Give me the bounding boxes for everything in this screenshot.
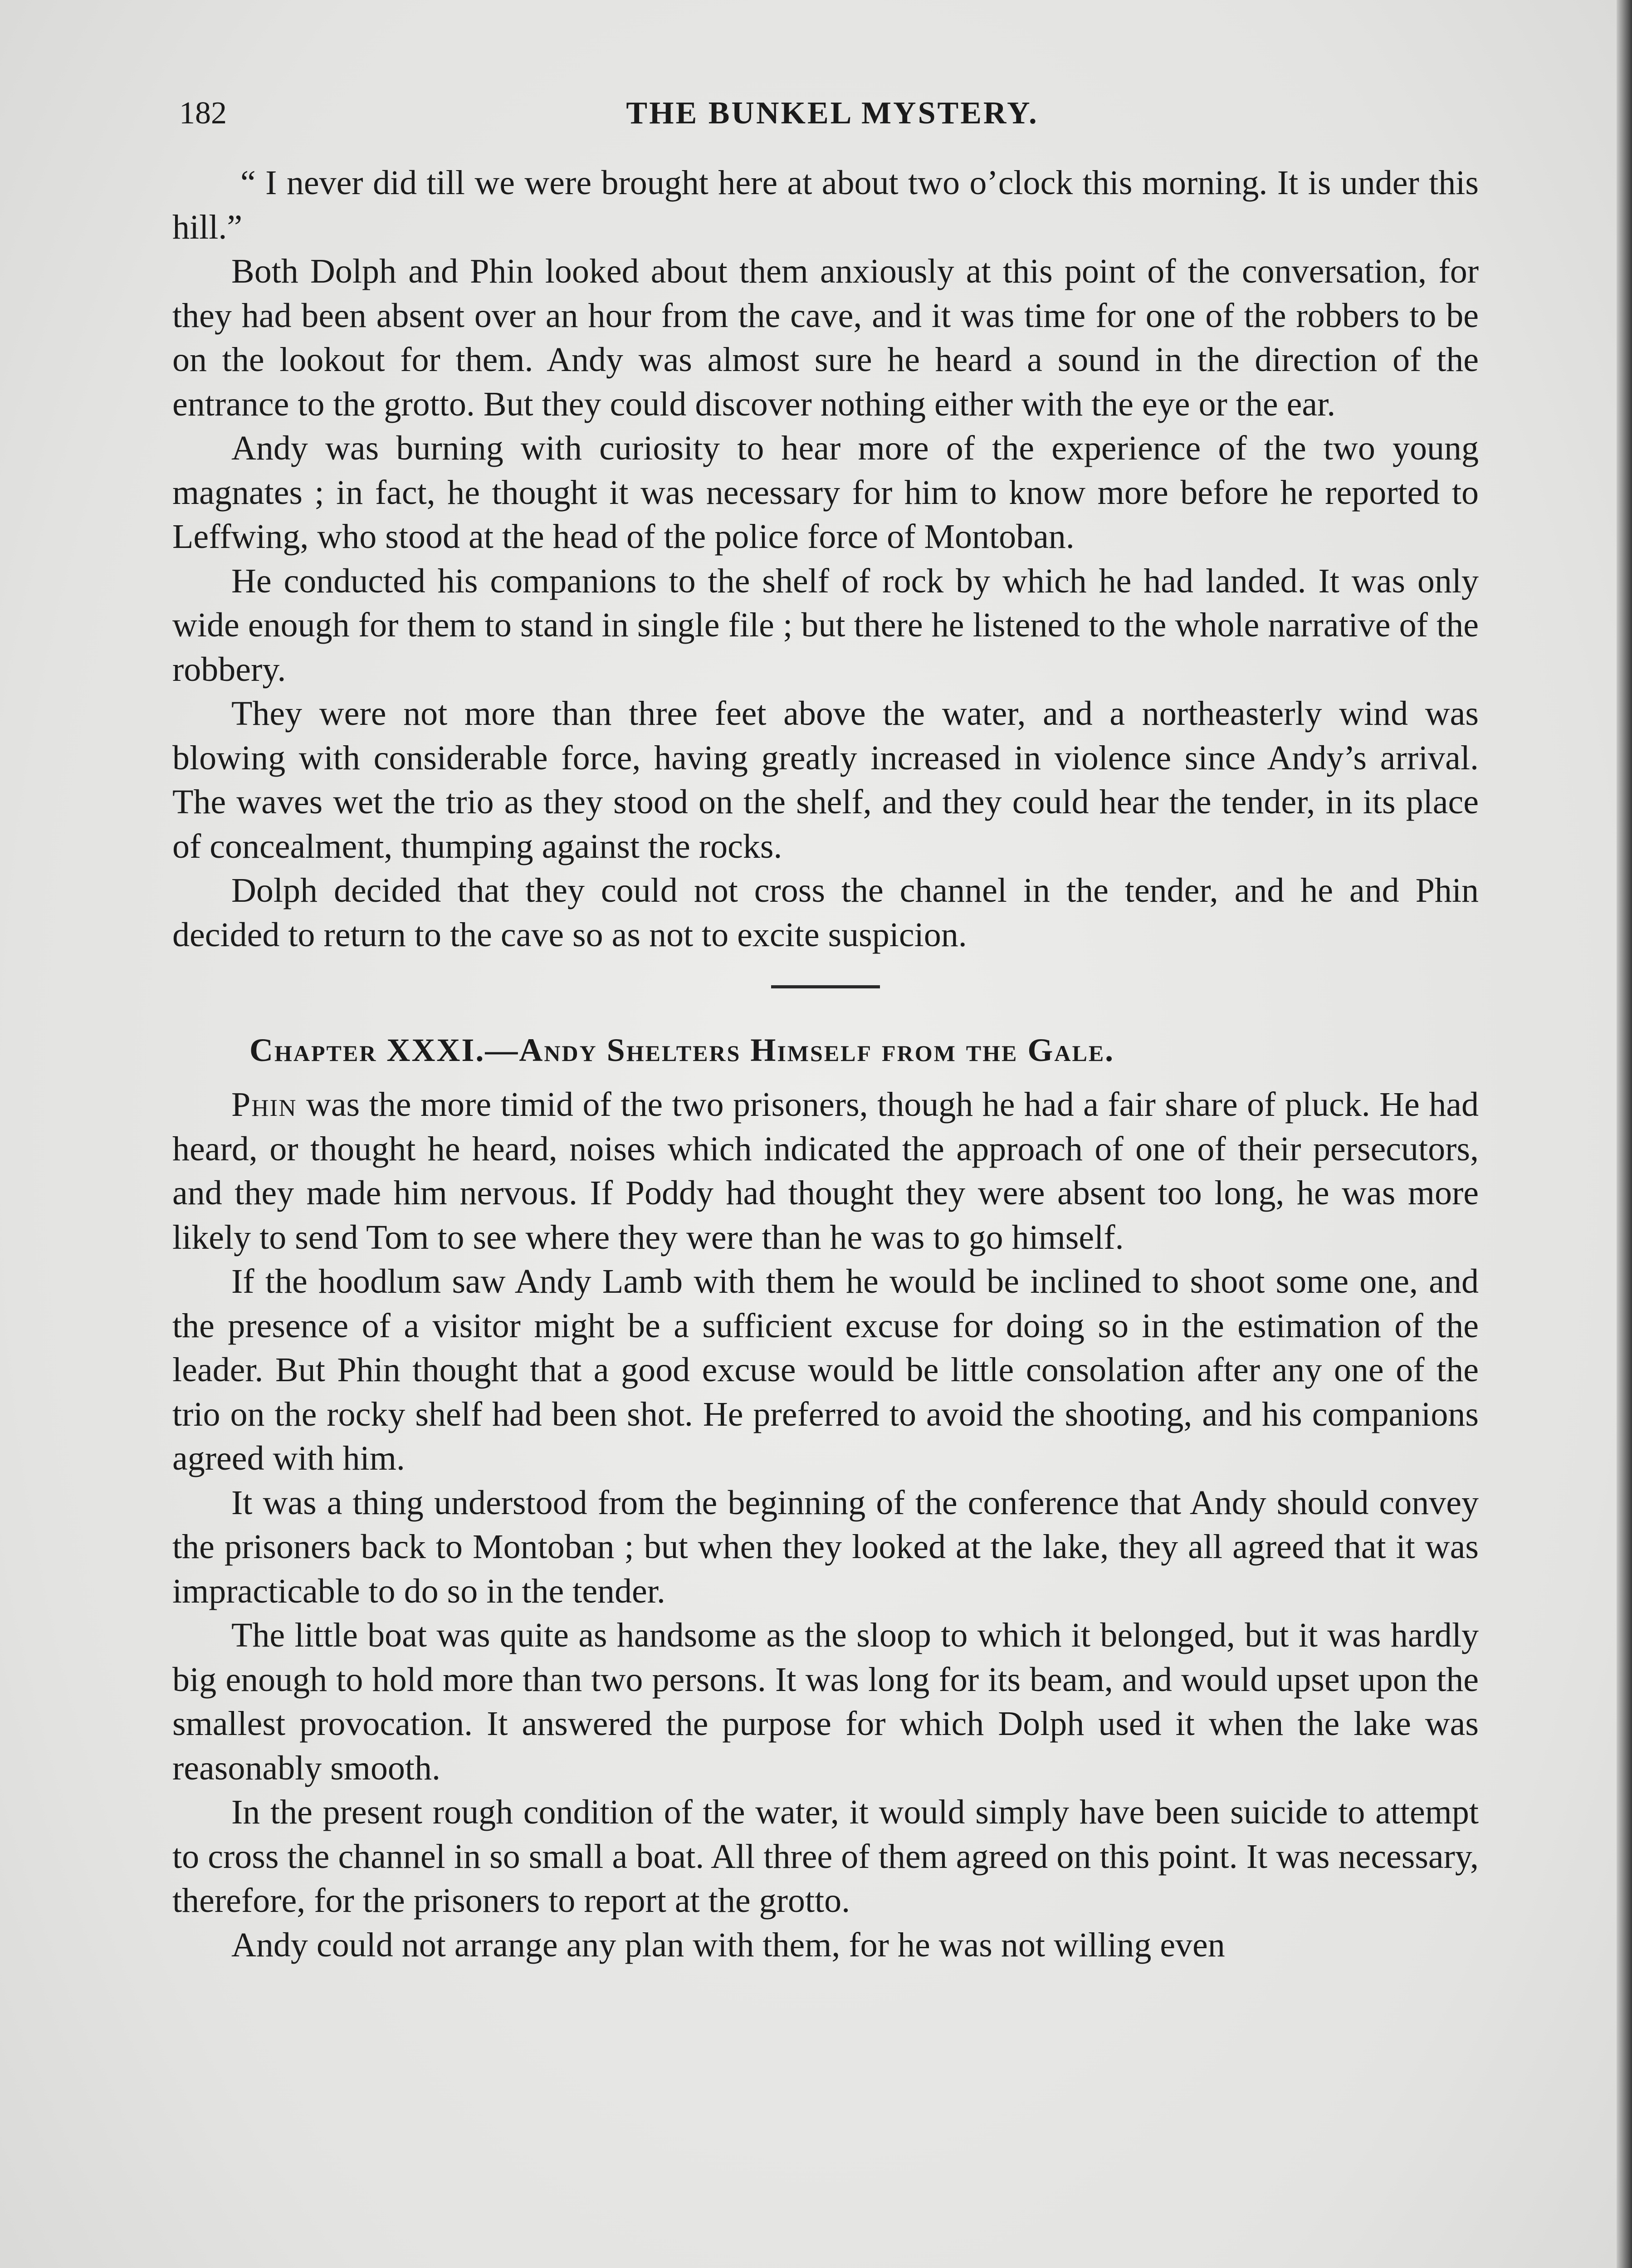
page-edge-shadow (1617, 0, 1632, 2268)
text-column (172, 161, 1479, 1967)
paragraph: It was a thing understood from the beginning of the conference that Andy should convey the prisoners back to Montoban ; but when they looked at the lake, they all agreed that it was impracticable to do so in the tender. (172, 1483, 1479, 1610)
paragraph: If the hoodlum saw Andy Lamb with them he would be inclined to shoot some one, and the presence of a visitor might be a sufficient excuse for doing so in the estimation of the leader. But Phin thought that a good excuse would be little consolation after any one of the trio on the rocky shelf had been shot. He preferred to avoid the shooting, and his companions agreed with him. (172, 1262, 1479, 1477)
paragraph: He conducted his companions to the shelf of rock by which he had landed. It was only wide enough for them to stand in single file ; but there he listened to the whole narrative of the robbery. (172, 562, 1479, 689)
running-title: THE BUNKEL MYSTERY. (626, 96, 1039, 131)
paragraph: Andy could not arrange any plan with them, for he was not willing even (231, 1926, 1225, 1964)
paragraph: Both Dolph and Phin looked about them anxiously at this point of the conversation, for they had been absent over an hour from the cave, and it was time for one of the robbers to be on the lookout for them. Andy was almost sure he heard a sound in the direction of the entrance to the grotto. But they could discover nothing either with the eye or the ear. (172, 252, 1479, 423)
paragraph-text: was the more timid of the two prisoners, though he had a fair share of pluck. He had heard, or thought he heard, noises which indicated the approach of one of their persecutors, and they made him nervous. If Poddy had thought they were absent too long, he was more likely to send Tom to see where they were than he was to go himself. (172, 1085, 1479, 1256)
running-head (179, 93, 1485, 134)
section-divider (771, 985, 880, 988)
chapter-heading: Chapter XXXI.—Andy Shelters Himself from the Gale. (249, 1032, 1115, 1068)
paragraph: “ I never did till we were brought here at about two o’clock this morning. It is under this hill.” (172, 164, 1479, 246)
paragraph: In the present rough condition of the water, it would simply have been suicide to attempt to cross the channel in so small a boat. All three of them agreed on this point. It was necessary, therefore, for the prisoners to report at the grotto. (172, 1793, 1479, 1920)
page-number: 182 (179, 96, 227, 131)
paragraph: The little boat was quite as handsome as the sloop to which it belonged, but it was hardly big enough to hold more than two persons. It was long for its beam, and would upset upon the smallest provocation. It answered the purpose for which Dolph used it when the lake was reasonably smooth. (172, 1616, 1479, 1787)
paragraph (172, 1083, 1479, 1260)
paragraph: Andy was burning with curiosity to hear more of the experience of the two young magnates ; in fact, he thought it was necessary for him to know more before he reported to Leffwing, who stood at the head of the police force of Montoban. (172, 429, 1479, 556)
chapter-lead-word: Phin (231, 1085, 297, 1124)
paragraph: They were not more than three feet above the water, and a northeasterly wind was blowing with considerable force, having greatly increased in violence since Andy’s arrival. The waves wet the trio as they stood on the shelf, and they could hear the tender, in its place of concealment, thumping against the rocks. (172, 694, 1479, 865)
paragraph: Dolph decided that they could not cross the channel in the tender, and he and Phin decided to return to the cave so as not to excite suspicion. (172, 871, 1479, 954)
